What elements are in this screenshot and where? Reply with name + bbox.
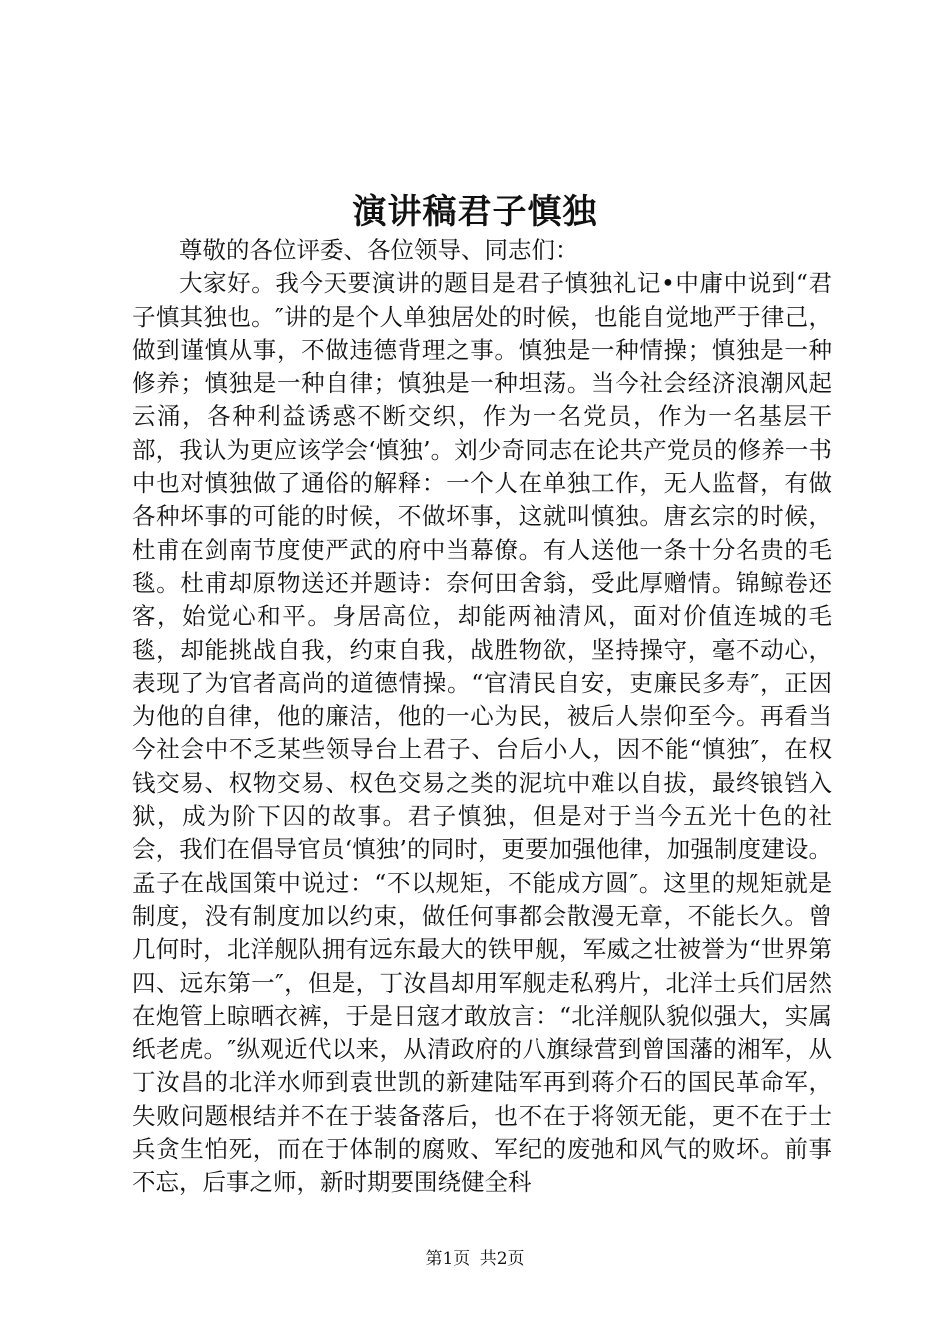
- page-number: 第1页: [425, 1249, 471, 1269]
- document-title: 演讲稿君子慎独: [352, 192, 598, 232]
- body-paragraph: 大家好。我今天要演讲的题目是君子慎独礼记•中庸中说到“君子慎其独也。″讲的是个人单独居处的时候，也能自觉地严于律己，做到谨慎从事，不做违德背理之事。慎独是一种情操；慎独是一种修养；慎独是一种自律；慎独是一种坦荡。当今社会经济浪潮风起云涌，各种利益诱惑不断交织，作为一名党员，作为一名基层干部，我认为更应该学会‘慎独’。刘少奇同志在论共产党员的修养一书中也对慎独做了通俗的解释：一个人在单独工作，无人监督，有做各种坏事的可能的时候，不做坏事，这就叫慎独。唐玄宗的时候，杜甫在剑南节度使严武的府中当幕僚。有人送他一条十分名贵的毛毯。杜甫却原物送还并题诗：奈何田舍翁，受此厚赠情。锦鲸卷还客，始觉心和平。身居高位，却能两袖清风，面对价值连城的毛毯，却能挑战自我，约束自我，战胜物欲，坚持操守，毫不动心，表现了为官者高尚的道德情操。“官清民自安，吏廉民多寿″，正因为他的自律，他的廉洁，他的一心为民，被后人崇仰至今。再看当今社会中不乏某些领导台上君子、台后小人，因不能“慎独″，在权钱交易、权物交易、权色交易之类的泥坑中难以自拔，最终锒铛入狱，成为阶下囚的故事。君子慎独，但是对于当今五光十色的社会，我们在倡导官员‘慎独’的同时，更要加强他律，加强制度建设。孟子在战国策中说过：“不以规矩，不能成方圆″。这里的规矩就是制度，没有制度加以约束，做任何事都会散漫无章，不能长久。曾几何时，北洋舰队拥有远东最大的铁甲舰，军威之壮被誉为“世界第四、远东第一″，但是，丁汝昌却用军舰走私鸦片，北洋士兵们居然在炮管上晾晒衣裤，于是日寇才敢放言：“北洋舰队貌似强大，实属纸老虎。″纵观近代以来，从清政府的八旗绿营到曾国藩的湘军，从丁汝昌的北洋水师到袁世凯的新建陆军再到蒋介石的国民革命军，失败问题根结并不在于装备落后，也不在于将领无能，更不在于士兵贪生怕死，而在于体制的腐败、军纪的废弛和风气的败坏。前事不忘，后事之师，新时期要围绕健全科: [132, 269, 832, 1197]
- document-body: [132, 234, 832, 1200]
- salutation-paragraph: 尊敬的各位评委、各位领导、同志们：: [179, 236, 579, 264]
- page-footer: [0, 1244, 950, 1269]
- page-total: 共2页: [479, 1249, 525, 1269]
